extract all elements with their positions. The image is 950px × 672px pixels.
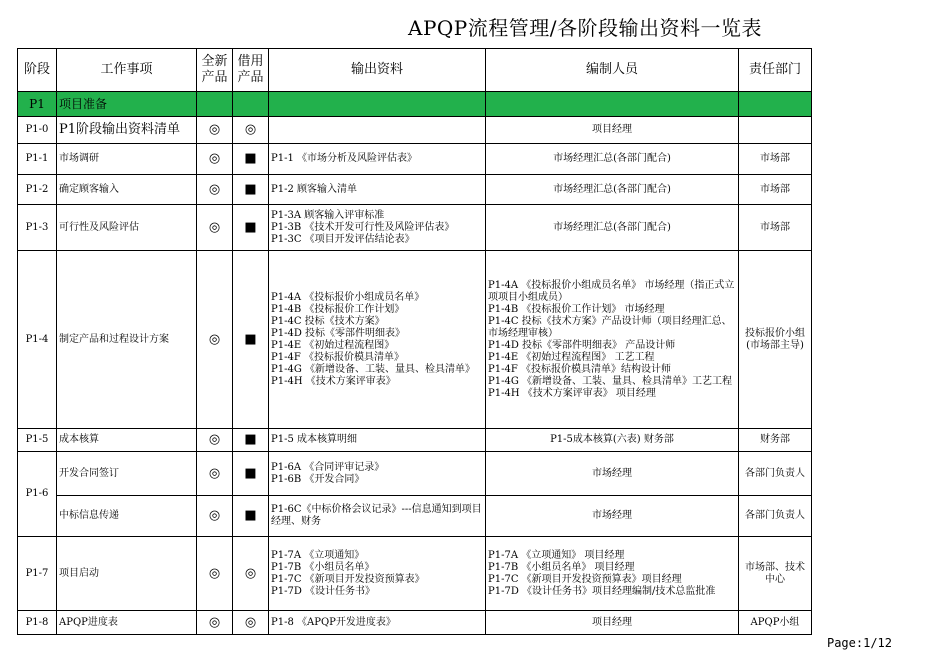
row-task: 成本核算 <box>57 429 197 452</box>
new-product-mark: ◎ <box>197 175 233 205</box>
header-new-product: 全新 产品 <box>197 49 233 92</box>
row-task: 确定顾客输入 <box>57 175 197 205</box>
row-editor: 项目经理 <box>486 611 739 635</box>
row-task: 项目启动 <box>57 537 197 611</box>
row-dept: APQP小组 <box>739 611 812 635</box>
row-dept: 各部门负责人 <box>739 452 812 496</box>
row-editor: 市场经理汇总(各部门配合) <box>486 175 739 205</box>
row-dept: 投标报价小组(市场部主导) <box>739 251 812 429</box>
new-product-mark: ◎ <box>197 496 233 537</box>
table-row <box>18 429 812 452</box>
row-output: P1-5 成本核算明细 <box>269 429 486 452</box>
new-product-mark: ◎ <box>197 452 233 496</box>
borrowed-product-mark: ■ <box>233 175 269 205</box>
new-product-mark: ◎ <box>197 611 233 635</box>
row-editor: P1-5成本核算(六表) 财务部 <box>486 429 739 452</box>
table-row <box>18 611 812 635</box>
row-stage: P1-0 <box>18 117 57 144</box>
header-borrowed-product: 借用 产品 <box>233 49 269 92</box>
row-dept: 市场部 <box>739 144 812 175</box>
new-product-mark: ◎ <box>197 144 233 175</box>
row-stage: P1-2 <box>18 175 57 205</box>
row-editor: P1-4A 《投标报价小组成员名单》 市场经理（指正式立项项目小组成员） P1-4B 《投标报价工作计划》 市场经理 P1-4C 投标《技术方案》产品设计师（项目经理汇总、市场经理审核） P1-4D 投标《零部件明细表》 产品设计师 P1-4E 《初始过程流程图》 工艺工程 P1-4F 《投标报价模具清单》结构设计师 P1-4G 《新增设备、工装、量具、检具清单》工艺工程 P1-4H 《技术方案评审表》 项目经理 <box>486 251 739 429</box>
row-output <box>269 117 486 144</box>
row-dept <box>739 117 812 144</box>
table-row <box>18 452 812 496</box>
header-row <box>18 49 812 92</box>
row-stage: P1-6 <box>18 452 57 537</box>
row-output: P1-4A 《投标报价小组成员名单》 P1-4B 《投标报价工作计划》 P1-4C 投标《技术方案》 P1-4D 投标《零部件明细表》 P1-4E 《初始过程流程图》 P1-4F 《投标报价模具清单》 P1-4G 《新增设备、工装、量具、检具清单》 P1-4H 《技术方案评审表》 <box>269 251 486 429</box>
borrowed-product-mark: ■ <box>233 251 269 429</box>
row-task: 市场调研 <box>57 144 197 175</box>
row-task: 开发合同签订 <box>57 452 197 496</box>
row-stage: P1-5 <box>18 429 57 452</box>
row-stage: P1-8 <box>18 611 57 635</box>
new-product-mark: ◎ <box>197 251 233 429</box>
row-task: 可行性及风险评估 <box>57 205 197 251</box>
row-editor: 项目经理 <box>486 117 739 144</box>
borrowed-product-mark: ■ <box>233 452 269 496</box>
row-output: P1-7A 《立项通知》 P1-7B 《小组员名单》 P1-7C 《新项目开发投资预算表》 P1-7D 《设计任务书》 <box>269 537 486 611</box>
row-stage: P1-3 <box>18 205 57 251</box>
row-dept: 市场部 <box>739 205 812 251</box>
row-editor: P1-7A 《立项通知》 项目经理 P1-7B 《小组员名单》 项目经理 P1-7C 《新项目开发投资预算表》项目经理 P1-7D 《设计任务书》项目经理编制/技术总监批准 <box>486 537 739 611</box>
apqp-output-table <box>17 48 812 635</box>
borrowed-product-mark: ◎ <box>233 611 269 635</box>
row-dept: 市场部、技术中心 <box>739 537 812 611</box>
borrowed-product-mark: ■ <box>233 429 269 452</box>
borrowed-product-mark: ◎ <box>233 117 269 144</box>
header-editor: 编制人员 <box>486 49 739 92</box>
row-editor: 市场经理汇总(各部门配合) <box>486 205 739 251</box>
table-row <box>18 496 812 537</box>
table-row <box>18 117 812 144</box>
row-task: 制定产品和过程设计方案 <box>57 251 197 429</box>
row-output: P1-2 顾客输入清单 <box>269 175 486 205</box>
section-name: 项目准备 <box>57 92 197 117</box>
row-output: P1-3A 顾客输入评审标准 P1-3B 《技术开发可行性及风险评估表》 P1-3C 《项目开发评估结论表》 <box>269 205 486 251</box>
section-code: P1 <box>18 92 57 117</box>
borrowed-product-mark: ◎ <box>233 537 269 611</box>
borrowed-product-mark: ■ <box>233 205 269 251</box>
row-task: P1阶段输出资料清单 <box>57 117 197 144</box>
row-stage: P1-7 <box>18 537 57 611</box>
table-row <box>18 537 812 611</box>
row-task: APQP进度表 <box>57 611 197 635</box>
row-output: P1-8 《APQP开发进度表》 <box>269 611 486 635</box>
row-dept: 财务部 <box>739 429 812 452</box>
row-output: P1-6C《中标价格会议记录》---信息通知到项目经理、财务 <box>269 496 486 537</box>
row-editor: 市场经理 <box>486 452 739 496</box>
header-output: 输出资料 <box>269 49 486 92</box>
table-row <box>18 144 812 175</box>
row-editor: 市场经理 <box>486 496 739 537</box>
table-row <box>18 205 812 251</box>
table-row <box>18 175 812 205</box>
borrowed-product-mark: ■ <box>233 496 269 537</box>
row-stage: P1-4 <box>18 251 57 429</box>
header-dept: 责任部门 <box>739 49 812 92</box>
borrowed-product-mark: ■ <box>233 144 269 175</box>
row-dept: 市场部 <box>739 175 812 205</box>
section-row <box>18 92 812 117</box>
row-editor: 市场经理汇总(各部门配合) <box>486 144 739 175</box>
header-stage: 阶段 <box>18 49 57 92</box>
page-number: Page:1/12 <box>826 636 892 650</box>
new-product-mark: ◎ <box>197 117 233 144</box>
row-task: 中标信息传递 <box>57 496 197 537</box>
row-output: P1-6A 《合同评审记录》 P1-6B 《开发合同》 <box>269 452 486 496</box>
row-stage: P1-1 <box>18 144 57 175</box>
row-output: P1-1 《市场分析及风险评估表》 <box>269 144 486 175</box>
document-title: APQP流程管理/各阶段输出资料一览表 <box>408 16 762 40</box>
row-dept: 各部门负责人 <box>739 496 812 537</box>
table-row <box>18 251 812 429</box>
new-product-mark: ◎ <box>197 537 233 611</box>
header-task: 工作事项 <box>57 49 197 92</box>
new-product-mark: ◎ <box>197 429 233 452</box>
new-product-mark: ◎ <box>197 205 233 251</box>
